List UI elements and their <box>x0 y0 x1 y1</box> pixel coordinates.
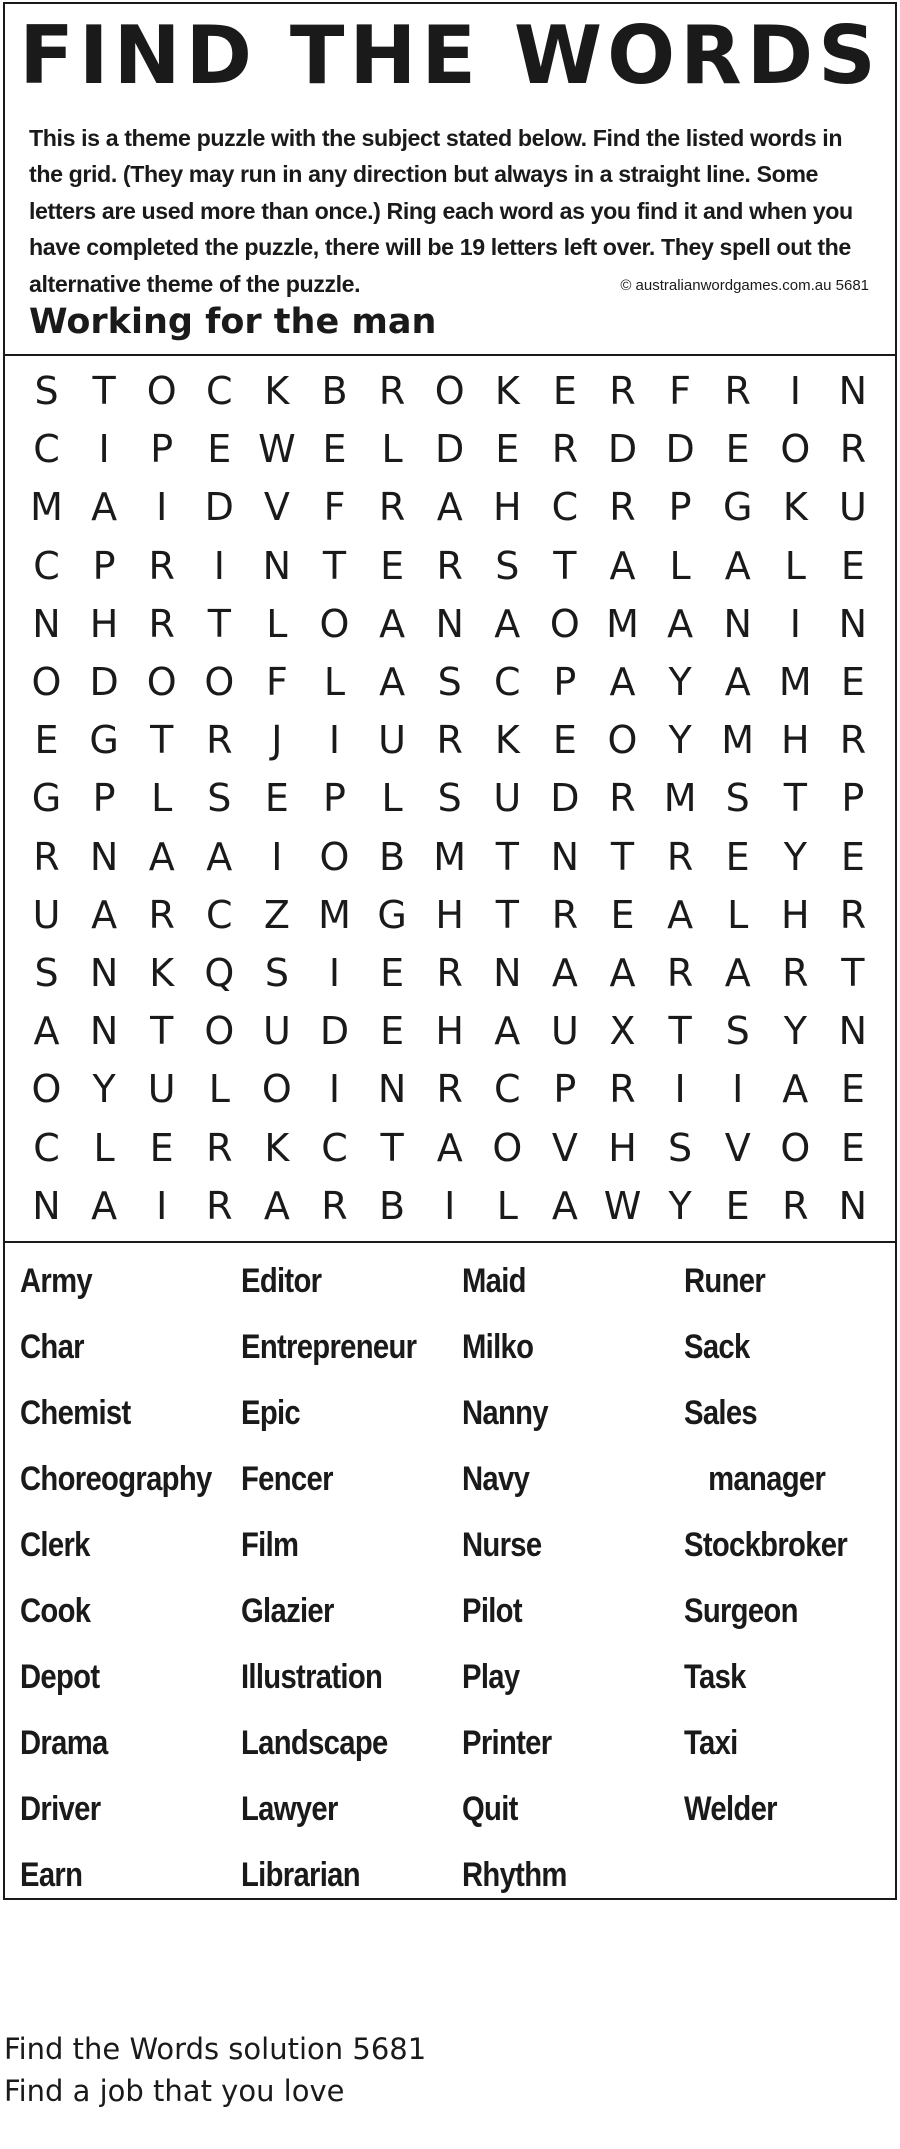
grid-letter[interactable]: D <box>204 485 234 530</box>
grid-row <box>18 482 882 532</box>
word-list-item: Sales <box>684 1394 757 1432</box>
grid-letter[interactable]: P <box>668 485 692 530</box>
puzzle-instructions: This is a theme puzzle with the subject stated below. Find the listed words in the grid. (They may run in any direction but always in a straight line. Some letters are used more than once.) Ring each word as you find it and when you have completed the puzzle, there will be 19 letters left over. They spell out the alternative theme of the puzzle. <box>29 125 853 297</box>
word-column <box>684 1248 874 1842</box>
grid-letter[interactable]: C <box>494 1067 521 1112</box>
grid-letter[interactable]: R <box>206 1183 233 1228</box>
grid-letter[interactable]: R <box>609 369 636 413</box>
grid-letter[interactable]: K <box>494 369 520 413</box>
grid-letter[interactable]: U <box>838 485 867 530</box>
grid-letter[interactable]: O <box>434 369 465 413</box>
word-list-item: Surgeon <box>684 1592 798 1630</box>
grid-letter[interactable]: P <box>553 660 577 704</box>
grid-row <box>18 657 882 707</box>
grid-row <box>18 1181 882 1231</box>
grid-letter[interactable]: S <box>725 776 750 821</box>
grid-letter[interactable]: E <box>725 834 750 879</box>
grid-letter[interactable]: Z <box>263 892 290 937</box>
grid-letter[interactable]: H <box>435 1009 464 1054</box>
grid-letter[interactable]: L <box>669 543 691 588</box>
word-list-item: Film <box>241 1526 299 1564</box>
grid-letter[interactable]: C <box>551 485 579 530</box>
grid-letter[interactable]: F <box>323 485 346 530</box>
grid-letter[interactable]: A <box>724 660 751 704</box>
grid-letter[interactable]: O <box>204 660 235 704</box>
word-list-item: Play <box>462 1658 520 1696</box>
grid-letter[interactable]: E <box>495 427 520 472</box>
grid-letter[interactable]: I <box>98 427 110 472</box>
grid-letter[interactable]: S <box>207 776 232 821</box>
grid-letter[interactable]: S <box>264 951 289 995</box>
grid-letter[interactable]: U <box>550 1009 579 1054</box>
grid-letter[interactable]: A <box>91 892 118 937</box>
grid-letter[interactable]: R <box>206 718 233 763</box>
grid-letter[interactable]: W <box>603 1183 642 1228</box>
word-list-item: Navy <box>462 1460 530 1498</box>
grid-row <box>18 366 882 416</box>
grid-letter[interactable]: L <box>208 1067 230 1112</box>
grid-letter[interactable]: T <box>322 543 347 588</box>
grid-letter[interactable]: B <box>379 834 406 879</box>
grid-letter[interactable]: Y <box>668 718 692 763</box>
word-list-item: Printer <box>462 1724 552 1762</box>
letter-grid <box>5 354 895 1243</box>
grid-letter[interactable]: O <box>146 660 177 704</box>
grid-letter[interactable]: U <box>378 718 406 763</box>
grid-letter[interactable]: K <box>264 369 290 413</box>
grid-letter[interactable]: G <box>31 776 62 821</box>
grid-letter[interactable]: H <box>781 892 810 937</box>
grid-letter[interactable]: X <box>609 1009 636 1054</box>
word-list <box>5 1243 895 1898</box>
word-list-item: Maid <box>462 1262 526 1300</box>
grid-letter[interactable]: M <box>318 892 351 937</box>
grid-letter[interactable]: T <box>841 951 865 995</box>
grid-letter[interactable]: A <box>148 834 175 879</box>
word-list-item: Earn <box>20 1856 83 1894</box>
grid-letter[interactable]: S <box>437 660 462 704</box>
word-list-item: Entrepreneur <box>241 1328 417 1366</box>
grid-letter[interactable]: E <box>380 951 405 995</box>
word-list-item: Clerk <box>20 1526 90 1564</box>
grid-letter[interactable]: U <box>147 1067 176 1112</box>
grid-letter[interactable]: R <box>378 485 406 530</box>
grid-letter[interactable]: I <box>328 951 341 995</box>
grid-row <box>18 773 882 823</box>
grid-letter[interactable]: C <box>33 427 60 472</box>
word-list-item: Task <box>684 1658 746 1696</box>
grid-letter[interactable]: S <box>495 543 520 588</box>
grid-row <box>18 1123 882 1173</box>
grid-letter[interactable]: O <box>31 1067 62 1112</box>
grid-letter[interactable]: G <box>377 892 407 937</box>
grid-letter[interactable]: A <box>782 1067 809 1112</box>
grid-letter[interactable]: A <box>379 660 406 704</box>
grid-letter[interactable]: N <box>493 951 522 995</box>
grid-letter[interactable]: A <box>551 1183 578 1228</box>
grid-letter[interactable]: N <box>32 1183 61 1228</box>
grid-row <box>18 541 882 591</box>
grid-letter[interactable]: L <box>266 601 288 646</box>
grid-letter[interactable]: T <box>150 718 174 763</box>
word-list-item: Runer <box>684 1262 766 1300</box>
grid-letter[interactable]: F <box>669 369 692 413</box>
grid-letter[interactable]: M <box>30 485 63 530</box>
word-column <box>241 1248 445 1908</box>
grid-letter[interactable]: E <box>322 427 347 472</box>
word-list-item: Editor <box>241 1262 322 1300</box>
grid-letter[interactable]: E <box>610 892 635 937</box>
grid-letter[interactable]: N <box>838 1009 868 1054</box>
grid-letter[interactable]: N <box>838 1183 868 1228</box>
grid-letter[interactable]: T <box>495 892 519 937</box>
word-list-item: Fencer <box>241 1460 333 1498</box>
word-list-item: Taxi <box>684 1724 738 1762</box>
grid-letter[interactable]: R <box>206 1125 233 1170</box>
grid-letter[interactable]: A <box>609 543 636 588</box>
word-list-item: Landscape <box>241 1724 388 1762</box>
grid-letter[interactable]: I <box>213 543 225 588</box>
grid-letter[interactable]: E <box>840 1067 865 1112</box>
grid-letter[interactable]: S <box>437 776 462 821</box>
grid-letter[interactable]: S <box>34 951 59 995</box>
grid-letter[interactable]: A <box>263 1183 290 1228</box>
grid-letter[interactable]: T <box>380 1125 404 1170</box>
grid-letter[interactable]: B <box>321 369 348 413</box>
grid-letter[interactable]: T <box>207 601 231 646</box>
word-list-item: Char <box>20 1328 84 1366</box>
grid-letter[interactable]: I <box>156 485 168 530</box>
grid-letter[interactable]: G <box>722 485 753 530</box>
grid-letter[interactable]: A <box>609 660 636 704</box>
grid-letter[interactable]: T <box>610 834 635 879</box>
grid-letter[interactable]: L <box>381 427 403 472</box>
grid-letter[interactable]: L <box>93 1125 115 1170</box>
grid-letter[interactable]: P <box>553 1067 577 1112</box>
grid-row <box>18 599 882 649</box>
grid-letter[interactable]: O <box>607 718 638 763</box>
grid-letter[interactable]: M <box>606 601 639 646</box>
grid-letter[interactable]: N <box>89 834 119 879</box>
grid-letter[interactable]: A <box>667 892 694 937</box>
grid-letter[interactable]: H <box>781 718 810 763</box>
grid-letter[interactable]: I <box>674 1067 686 1112</box>
grid-letter[interactable]: R <box>148 601 175 646</box>
grid-letter[interactable]: L <box>496 1183 518 1228</box>
grid-letter[interactable]: O <box>204 1009 235 1054</box>
word-list-item: Epic <box>241 1394 301 1432</box>
grid-letter[interactable]: N <box>89 951 119 995</box>
grid-letter[interactable]: I <box>328 718 341 763</box>
grid-letter[interactable]: N <box>550 834 580 879</box>
grid-letter[interactable]: V <box>724 1125 751 1170</box>
grid-letter[interactable]: N <box>723 601 752 646</box>
grid-letter[interactable]: O <box>146 369 177 413</box>
grid-letter[interactable]: R <box>33 834 60 879</box>
grid-letter[interactable]: R <box>551 427 579 472</box>
word-list-item: Glazier <box>241 1592 334 1630</box>
puzzle-title: FIND THE WORDS <box>19 9 881 102</box>
grid-letter[interactable]: E <box>149 1125 174 1170</box>
grid-letter[interactable]: T <box>553 543 577 588</box>
grid-letter[interactable]: O <box>319 834 350 879</box>
word-list-item: Quit <box>462 1790 518 1828</box>
grid-letter[interactable]: R <box>839 427 867 472</box>
grid-letter[interactable]: I <box>156 1183 168 1228</box>
grid-letter[interactable]: O <box>31 660 62 704</box>
word-list-item: Illustration <box>241 1658 383 1696</box>
grid-letter[interactable]: Y <box>668 1183 692 1228</box>
grid-letter[interactable]: T <box>92 369 116 413</box>
grid-letter[interactable]: P <box>323 776 346 821</box>
word-list-item: Army <box>20 1262 93 1300</box>
grid-letter[interactable]: L <box>323 660 346 704</box>
grid-letter[interactable]: A <box>379 601 406 646</box>
grid-letter[interactable]: Y <box>783 834 807 879</box>
grid-letter[interactable]: R <box>609 776 636 821</box>
grid-letter[interactable]: R <box>148 892 175 937</box>
grid-letter[interactable]: S <box>725 1009 750 1054</box>
grid-letter[interactable]: E <box>725 427 750 472</box>
grid-letter[interactable]: M <box>433 834 467 879</box>
grid-letter[interactable]: A <box>609 951 636 995</box>
word-column <box>20 1248 243 1908</box>
solution-section <box>4 2028 426 2112</box>
grid-letter[interactable]: R <box>782 1183 809 1228</box>
grid-letter[interactable]: M <box>721 718 755 763</box>
grid-letter[interactable]: I <box>789 369 801 413</box>
grid-letter[interactable]: R <box>148 543 175 588</box>
grid-letter[interactable]: E <box>207 427 232 472</box>
grid-letter[interactable]: T <box>783 776 807 821</box>
grid-letter[interactable]: M <box>663 776 697 821</box>
grid-letter[interactable]: N <box>377 1067 407 1112</box>
grid-letter[interactable]: R <box>436 718 463 763</box>
grid-letter[interactable]: E <box>840 660 865 704</box>
word-list-item: Choreography <box>20 1460 212 1498</box>
puzzle-theme: Working for the man <box>29 302 437 342</box>
grid-letter[interactable]: R <box>321 1183 348 1228</box>
grid-letter[interactable]: R <box>551 892 579 937</box>
grid-letter[interactable]: R <box>724 369 751 413</box>
grid-letter[interactable]: C <box>206 369 233 413</box>
grid-letter[interactable]: A <box>91 485 118 530</box>
grid-letter[interactable]: H <box>608 1125 637 1170</box>
grid-letter[interactable]: V <box>551 1125 578 1170</box>
grid-letter[interactable]: T <box>668 1009 692 1054</box>
puzzle-box <box>3 2 897 1900</box>
grid-letter[interactable]: D <box>89 660 119 704</box>
grid-letter[interactable]: E <box>840 543 865 588</box>
grid-letter[interactable]: O <box>492 1125 523 1170</box>
grid-row <box>18 890 882 940</box>
grid-letter[interactable]: E <box>380 1009 405 1054</box>
word-list-item: manager <box>708 1460 826 1498</box>
grid-letter[interactable]: R <box>666 834 694 879</box>
grid-letter[interactable]: A <box>551 951 578 995</box>
word-list-item: Lawyer <box>241 1790 338 1828</box>
grid-letter[interactable]: A <box>667 601 694 646</box>
grid-letter[interactable]: D <box>665 427 695 472</box>
grid-letter[interactable]: L <box>727 892 749 937</box>
grid-letter[interactable]: R <box>666 951 694 995</box>
grid-letter[interactable]: O <box>780 1125 811 1170</box>
solution-title: Find the Words solution 5681 <box>4 2032 427 2066</box>
grid-letter[interactable]: N <box>32 601 61 646</box>
grid-letter[interactable]: E <box>725 1183 750 1228</box>
grid-letter[interactable]: L <box>784 543 806 588</box>
grid-letter[interactable]: A <box>91 1183 118 1228</box>
grid-letter[interactable]: Y <box>668 660 692 704</box>
grid-letter[interactable]: I <box>789 601 801 646</box>
word-list-item: Chemist <box>20 1394 131 1432</box>
grid-letter[interactable]: P <box>92 543 116 588</box>
grid-letter[interactable]: I <box>444 1183 456 1228</box>
grid-letter[interactable]: A <box>436 485 463 530</box>
grid-letter[interactable]: C <box>494 660 521 704</box>
grid-letter[interactable]: T <box>150 1009 174 1054</box>
grid-letter[interactable]: D <box>435 427 465 472</box>
grid-letter[interactable]: R <box>609 485 636 530</box>
grid-letter[interactable]: C <box>33 543 60 588</box>
grid-letter[interactable]: R <box>782 951 809 995</box>
grid-letter[interactable]: C <box>33 1125 60 1170</box>
grid-letter[interactable]: G <box>89 718 119 763</box>
word-list-item: Welder <box>684 1790 777 1828</box>
grid-letter[interactable]: V <box>263 485 290 530</box>
grid-letter[interactable]: T <box>495 834 519 879</box>
grid-letter[interactable]: Y <box>92 1067 116 1112</box>
puzzle-header <box>5 4 895 354</box>
grid-letter[interactable]: N <box>435 601 464 646</box>
word-list-item: Drama <box>20 1724 108 1762</box>
grid-letter[interactable]: D <box>607 427 638 472</box>
word-list-item: Cook <box>20 1592 91 1630</box>
word-list-item: Rhythm <box>462 1856 567 1894</box>
grid-letter[interactable]: E <box>380 543 405 588</box>
word-list-item: Depot <box>20 1658 100 1696</box>
grid-letter[interactable]: Q <box>204 951 235 995</box>
grid-row <box>18 1064 882 1114</box>
grid-letter[interactable]: E <box>264 776 289 821</box>
grid-letter[interactable]: N <box>838 369 868 413</box>
grid-letter[interactable]: O <box>261 1067 292 1112</box>
grid-letter[interactable]: A <box>494 1009 521 1054</box>
grid-letter[interactable]: O <box>549 601 580 646</box>
grid-letter[interactable]: C <box>206 892 233 937</box>
grid-letter[interactable]: E <box>552 369 577 413</box>
grid-letter[interactable]: H <box>435 892 464 937</box>
grid-row <box>18 1006 882 1056</box>
grid-letter[interactable]: A <box>724 951 751 995</box>
word-list-item: Pilot <box>462 1592 522 1630</box>
grid-letter[interactable]: R <box>609 1067 636 1112</box>
grid-row <box>18 832 882 882</box>
grid-letter[interactable]: N <box>262 543 292 588</box>
grid-letter[interactable]: W <box>258 427 296 472</box>
word-list-item: Driver <box>20 1790 101 1828</box>
word-list-item: Librarian <box>241 1856 360 1894</box>
grid-letter[interactable]: A <box>436 1125 463 1170</box>
grid-letter[interactable]: I <box>328 1067 341 1112</box>
grid-letter[interactable]: F <box>265 660 288 704</box>
grid-letter[interactable]: H <box>493 485 522 530</box>
grid-letter[interactable]: S <box>34 369 59 413</box>
grid-letter[interactable]: A <box>33 1009 60 1054</box>
grid-letter[interactable]: L <box>381 776 403 821</box>
grid-row <box>18 715 882 765</box>
grid-letter[interactable]: N <box>838 601 868 646</box>
grid-letter[interactable]: J <box>271 718 283 763</box>
grid-letter[interactable]: C <box>321 1125 348 1170</box>
grid-letter[interactable]: K <box>494 718 520 763</box>
grid-letter[interactable]: R <box>378 369 406 413</box>
grid-letter[interactable]: H <box>89 601 119 646</box>
grid-row <box>18 424 882 474</box>
grid-letter[interactable]: I <box>732 1067 744 1112</box>
grid-row <box>18 948 882 998</box>
grid-letter[interactable]: B <box>379 1183 406 1228</box>
grid-letter[interactable]: P <box>92 776 116 821</box>
grid-letter[interactable]: K <box>782 485 808 530</box>
grid-letter[interactable]: Y <box>783 1009 807 1054</box>
grid-letter[interactable]: A <box>206 834 233 879</box>
grid-letter[interactable]: M <box>778 660 812 704</box>
grid-letter[interactable]: L <box>151 776 173 821</box>
grid-letter[interactable]: U <box>262 1009 291 1054</box>
grid-letter[interactable]: R <box>839 892 867 937</box>
grid-letter[interactable]: A <box>494 601 521 646</box>
grid-letter[interactable]: O <box>780 427 811 472</box>
word-list-item: Sack <box>684 1328 750 1366</box>
word-list-item: Nanny <box>462 1394 548 1432</box>
grid-letter[interactable]: U <box>32 892 61 937</box>
word-column <box>462 1248 584 1908</box>
grid-letter[interactable]: K <box>264 1125 290 1170</box>
grid-letter[interactable]: U <box>493 776 522 821</box>
solution-answer: Find a job that you love <box>4 2074 345 2108</box>
word-list-item: Milko <box>462 1328 534 1366</box>
puzzle-credit: © australianwordgames.com.au 5681 <box>620 277 869 294</box>
grid-letter[interactable]: E <box>552 718 577 763</box>
grid-letter[interactable]: R <box>436 1067 463 1112</box>
grid-letter[interactable]: O <box>319 601 350 646</box>
grid-letter[interactable]: P <box>841 776 865 821</box>
grid-letter[interactable]: I <box>271 834 283 879</box>
grid-letter[interactable]: D <box>550 776 580 821</box>
grid-letter[interactable]: R <box>436 543 463 588</box>
grid-letter[interactable]: E <box>34 718 59 763</box>
grid-letter[interactable]: R <box>839 718 867 763</box>
grid-letter[interactable]: P <box>150 427 174 472</box>
word-list-item: Nurse <box>462 1526 542 1564</box>
grid-letter[interactable]: E <box>840 1125 865 1170</box>
grid-letter[interactable]: S <box>668 1125 693 1170</box>
grid-letter[interactable]: N <box>89 1009 119 1054</box>
word-list-item: Stockbroker <box>684 1526 848 1564</box>
grid-letter[interactable]: E <box>840 834 865 879</box>
grid-letter[interactable]: K <box>149 951 175 995</box>
grid-letter[interactable]: D <box>319 1009 350 1054</box>
grid-letter[interactable]: R <box>436 951 463 995</box>
grid-letter[interactable]: A <box>724 543 751 588</box>
